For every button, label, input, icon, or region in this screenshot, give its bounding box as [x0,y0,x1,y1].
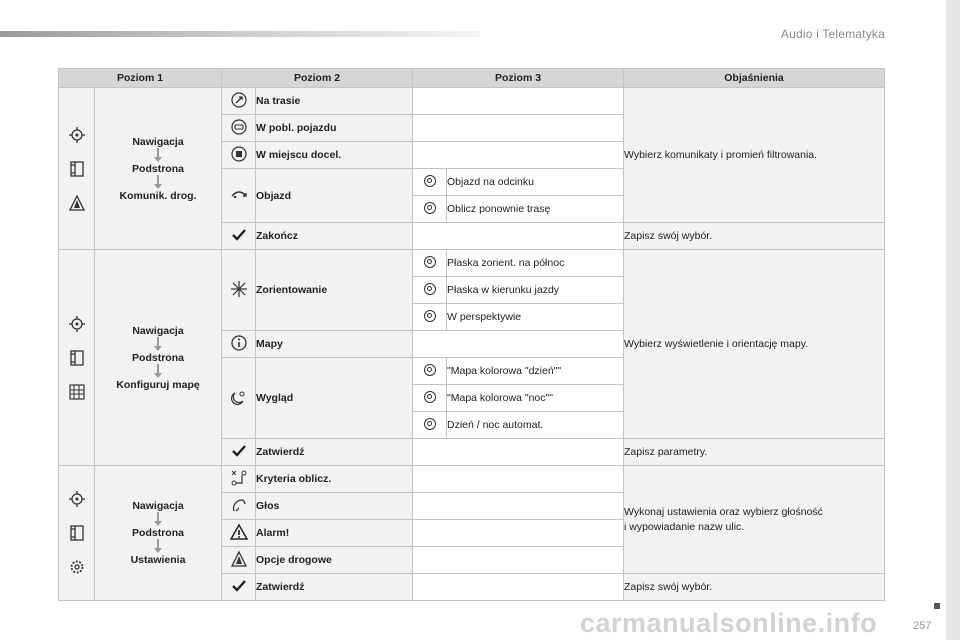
level1-icons-cell [59,466,95,601]
level2-icon-cell [222,574,256,601]
radio-button-icon[interactable] [424,202,436,214]
level3-label[interactable]: "Mapa kolorowa "noc"" [447,385,624,412]
level2-label[interactable]: Opcje drogowe [256,547,413,574]
column-header-level-2: Poziom 2 [222,69,413,88]
level1-icon-stack [59,490,94,576]
level3-label[interactable]: Płaska zorient. na północ [447,250,624,277]
level2-label[interactable]: Mapy [256,331,413,358]
navigation-icon [68,490,86,508]
voice-icon [230,496,248,514]
explanation-text: Wykonaj ustawienia oraz wybierz głośność [624,505,823,518]
menu-path-item: Podstrona [132,527,184,539]
level2-label[interactable]: Zakończ [256,223,413,250]
level1-path-cell [95,88,222,250]
path-arrow-icon [153,512,163,527]
radio-button-icon[interactable] [424,310,436,322]
level2-icon-cell [222,223,256,250]
destination-icon [230,145,248,163]
menu-path-item: Podstrona [132,162,184,175]
column-header-explanations: Objaśnienia [624,69,885,88]
level3-radio-cell[interactable] [413,358,447,385]
level3-radio-cell[interactable] [413,304,447,331]
level1-path-cell [95,466,222,601]
check-icon [230,226,248,244]
explanation-cell [624,466,885,574]
level2-label[interactable]: Na trasie [256,88,413,115]
level3-empty-cell [413,223,624,250]
level2-label[interactable]: Głos [256,493,413,520]
level2-label[interactable]: Zatwierdź [256,439,413,466]
level3-label[interactable]: Objazd na odcinku [447,169,624,196]
warning-icon [230,523,248,541]
table-row [59,250,885,277]
navigation-icon [68,315,86,333]
level2-label[interactable]: Kryteria oblicz. [256,466,413,493]
check-icon [230,442,248,460]
level3-empty-cell [413,88,624,115]
radio-button-icon[interactable] [424,364,436,376]
level3-empty-cell [413,439,624,466]
level3-empty-cell [413,142,624,169]
level3-label[interactable]: W perspektywie [447,304,624,331]
level2-icon-cell [222,88,256,115]
menu-path-item: Podstrona [132,351,184,364]
map-config-icon [68,383,86,401]
explanation-text: Zapisz swój wybór. [624,229,713,242]
menu-path-item: Nawigacja [132,324,184,337]
level3-empty-cell [413,493,624,520]
explanation-cell [624,88,885,223]
level2-label[interactable]: W pobl. pojazdu [256,115,413,142]
level2-icon-cell [222,520,256,547]
level2-icon-cell [222,466,256,493]
path-arrow-icon [153,337,163,352]
level3-empty-cell [413,115,624,142]
level2-label[interactable]: Zorientowanie [256,250,413,331]
level2-icon-cell [222,169,256,223]
page-end-marker [934,603,940,609]
traffic-options-icon [230,550,248,568]
radio-button-icon[interactable] [424,175,436,187]
level2-icon-cell [222,250,256,331]
submenu-icon [68,160,86,178]
explanation-text: Wybierz komunikaty i promień filtrowania. [624,148,818,161]
column-header-level-1: Poziom 1 [59,69,222,88]
level3-radio-cell[interactable] [413,250,447,277]
level3-empty-cell [413,574,624,601]
explanation-cell [624,223,885,250]
explanation-text: Wybierz wyświetlenie i orientację mapy. [624,337,809,350]
day-night-icon [230,388,248,406]
level2-icon-cell [222,115,256,142]
column-header-level-3: Poziom 3 [413,69,624,88]
page-edge-strip [946,0,960,640]
level3-radio-cell[interactable] [413,385,447,412]
menu-path-item: Ustawienia [130,554,186,566]
watermark: carmanualsonline.info [580,608,878,638]
vehicle-nearby-icon [230,118,248,136]
traffic-info-icon [68,194,86,212]
explanation-text: i wypowiadanie nazw ulic. [624,520,745,533]
detour-icon [230,185,248,203]
explanation-cell [624,250,885,439]
level1-icon-stack [59,126,94,212]
menu-path-item: Konfiguruj mapę [116,378,200,391]
level1-path-cell [95,250,222,466]
path-arrow-icon [153,148,163,163]
page-header-title: Audio i Telematyka [780,27,885,41]
header-gradient-bar [0,31,480,37]
level3-empty-cell [413,466,624,493]
level1-icons-cell [59,250,95,466]
level2-icon-cell [222,142,256,169]
route-icon [230,91,248,109]
radio-button-icon[interactable] [424,391,436,403]
level3-empty-cell [413,547,624,574]
path-arrow-icon [153,539,163,554]
level2-icon-cell [222,547,256,574]
level3-empty-cell [413,331,624,358]
radio-button-icon[interactable] [424,283,436,295]
navigation-icon [68,126,86,144]
level2-label[interactable]: Zatwierdź [256,574,413,601]
path-arrow-icon [153,364,163,379]
table-row [59,466,885,493]
menu-table [58,68,885,601]
check-icon [230,577,248,595]
explanation-text: Zapisz parametry. [624,445,708,458]
route-criteria-icon [230,469,248,487]
level3-empty-cell [413,520,624,547]
level2-label[interactable]: Wygląd [256,358,413,439]
level3-radio-cell[interactable] [413,277,447,304]
level2-label[interactable]: W miejscu docel. [256,142,413,169]
level3-radio-cell[interactable] [413,196,447,223]
orientation-icon [230,280,248,298]
level2-label[interactable]: Objazd [256,169,413,223]
level1-icons-cell [59,88,95,250]
table-row [59,88,885,115]
info-icon [230,334,248,352]
level2-icon-cell [222,331,256,358]
level2-icon-cell [222,493,256,520]
menu-path-item: Nawigacja [132,500,184,512]
level3-radio-cell[interactable] [413,169,447,196]
page-number: 257 [913,620,932,632]
level3-label[interactable]: Oblicz ponownie trasę [447,196,624,223]
level2-icon-cell [222,439,256,466]
submenu-icon [68,524,86,542]
menu-table-body [59,88,885,601]
radio-button-icon[interactable] [424,418,436,430]
level2-icon-cell [222,358,256,439]
level3-label[interactable]: "Mapa kolorowa "dzień"" [447,358,624,385]
path-arrow-icon [153,175,163,190]
level2-label[interactable]: Alarm! [256,520,413,547]
radio-button-icon[interactable] [424,256,436,268]
level3-radio-cell[interactable] [413,412,447,439]
submenu-icon [68,349,86,367]
explanation-cell [624,439,885,466]
explanation-cell [624,574,885,601]
level1-icon-stack [59,315,94,401]
settings-icon [68,558,86,576]
menu-path-item: Nawigacja [132,135,184,148]
menu-path-item: Komunik. drog. [119,189,197,202]
level3-label[interactable]: Płaska w kierunku jazdy [447,277,624,304]
explanation-text: Zapisz swój wybór. [624,580,713,593]
level3-label[interactable]: Dzień / noc automat. [447,412,624,439]
